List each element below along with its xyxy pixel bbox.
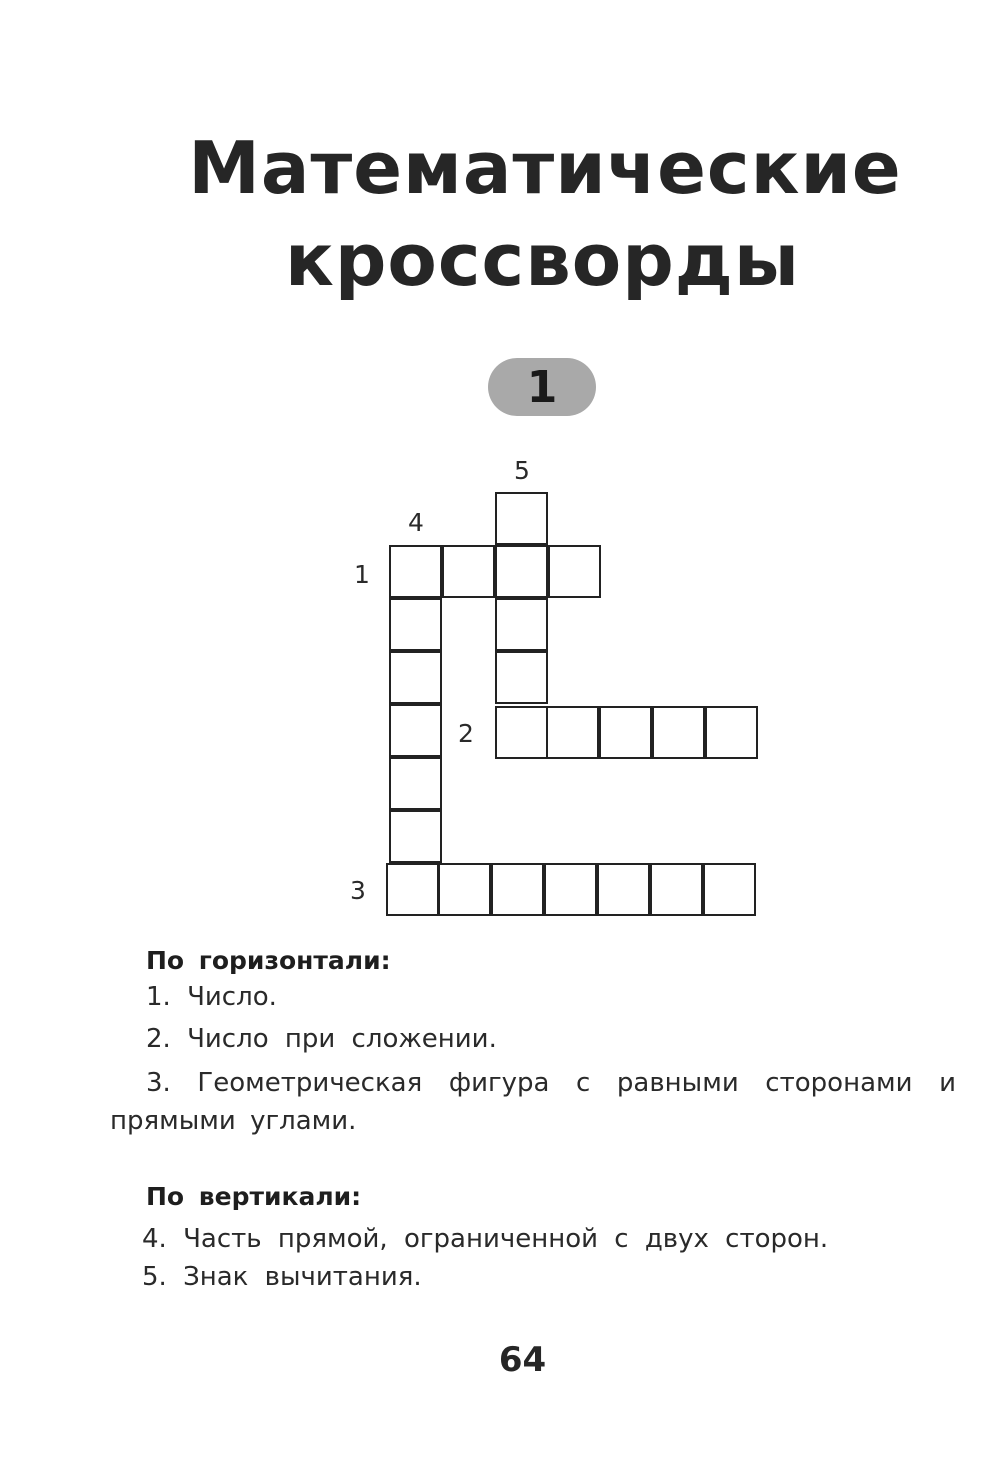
- vertical-clue-5: 5. Знак вычитания.: [142, 1262, 422, 1292]
- crossword-cell-4-2: [389, 598, 442, 651]
- crossword-cell-2-1: [495, 706, 548, 759]
- crossword-cell-5-2: [495, 545, 548, 598]
- crossword-cell-1-1: [389, 545, 442, 598]
- crossword-cell-4-3: [389, 651, 442, 704]
- crossword-cell-3-5: [597, 863, 650, 916]
- crossword-cell-2-3: [599, 706, 652, 759]
- clue-number-3: 3: [350, 876, 366, 905]
- clue-number-4: 4: [408, 508, 424, 537]
- crossword-cell-3-4: [544, 863, 597, 916]
- page-number: 64: [498, 1340, 547, 1380]
- crossword-cell-4-5: [389, 757, 442, 810]
- crossword-cell-3-7: [703, 863, 756, 916]
- crossword-cell-5-4: [495, 651, 548, 704]
- crossword-cell-3-3: [491, 863, 544, 916]
- crossword-cell-3-2: [438, 863, 491, 916]
- horizontal-clue-3: 3. Геометрическая фигура с равными сторонами и прямыми углами.: [110, 1068, 956, 1136]
- crossword-cell-3-6: [650, 863, 703, 916]
- page-title-line-1: Математические: [188, 126, 902, 210]
- crossword-cell-5-1: [495, 492, 548, 545]
- page-title-line-2: кроссворды: [284, 218, 801, 302]
- clue-number-5: 5: [514, 456, 530, 485]
- vertical-clue-4: 4. Часть прямой, ограниченной с двух сторон.: [142, 1224, 829, 1254]
- horizontal-clue-1: 1. Число.: [146, 982, 277, 1012]
- crossword-cell-2-2: [546, 706, 599, 759]
- puzzle-number: 1: [526, 361, 558, 413]
- crossword-cell-3-1: [386, 863, 439, 916]
- vertical-heading: По вертикали:: [146, 1182, 362, 1211]
- crossword-cell-5-3: [495, 598, 548, 651]
- clue-number-1: 1: [354, 560, 370, 589]
- puzzle-number-badge: [488, 358, 596, 416]
- crossword-cell-2-5: [705, 706, 758, 759]
- crossword-cell-2-4: [652, 706, 705, 759]
- horizontal-clue-2: 2. Число при сложении.: [146, 1024, 497, 1054]
- crossword-cell-4-4: [389, 704, 442, 757]
- crossword-cell-1-4: [548, 545, 601, 598]
- clue-number-2: 2: [458, 719, 474, 748]
- horizontal-heading: По горизонтали:: [146, 946, 391, 975]
- crossword-cell-4-6: [389, 810, 442, 863]
- crossword-cell-1-2: [442, 545, 495, 598]
